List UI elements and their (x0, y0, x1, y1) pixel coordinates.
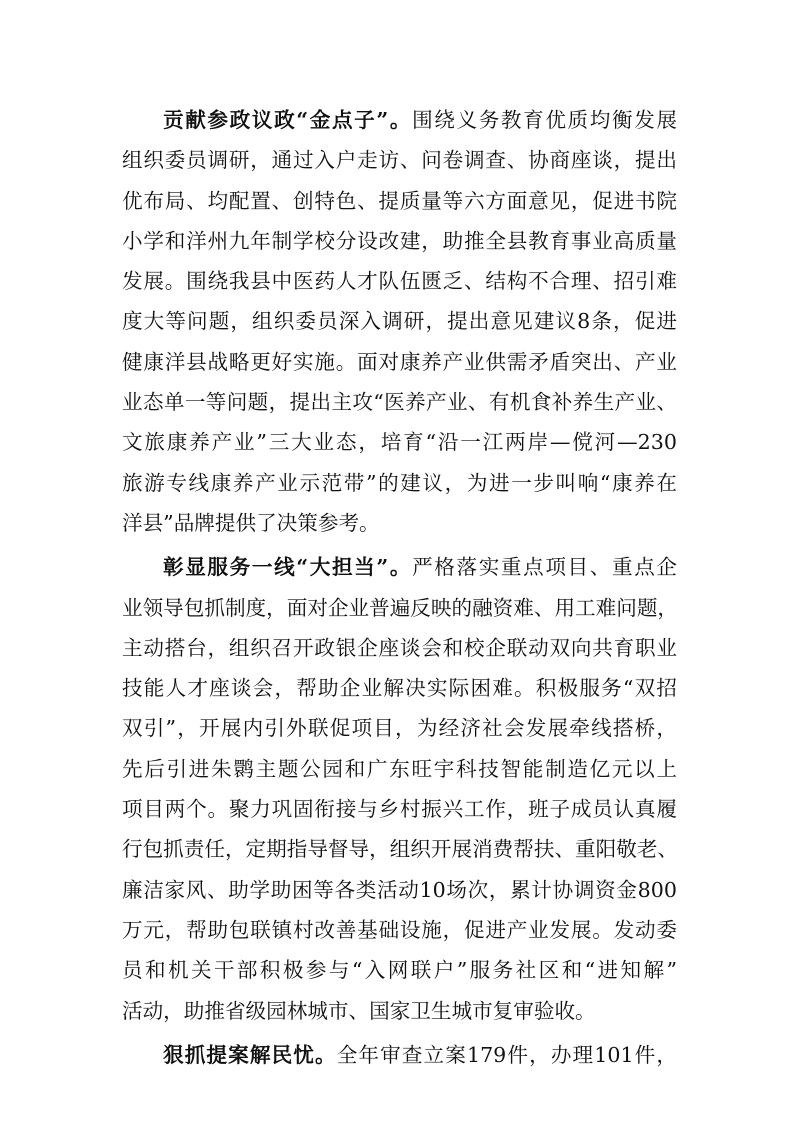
text-line: 业领导包抓制度，面对企业普遍反映的融资难、用工难问题， (122, 595, 679, 620)
line-text: 全年审查立案179件，办理101件， (336, 1042, 677, 1067)
paragraph-first-line (122, 547, 677, 587)
text-line: 文旅康养产业”三大业态，培育“沿一江两岸—傥河—230 (122, 430, 677, 455)
paragraph-first-line (122, 100, 677, 140)
paragraph-heading: 狠抓提案解民忧。 (163, 1042, 337, 1067)
paragraph-heading: 贡献参政议政“金点子”。 (163, 108, 413, 132)
text-line: 员和机关干部积极参与“入网联户”服务社区和“进知解” (122, 958, 677, 983)
text-line: 活动，助推省级园林城市、国家卫生城市复审验收。 (122, 998, 596, 1023)
line-text: 围绕义务教育优质均衡发展 (412, 108, 677, 132)
text-line: 廉洁家风、助学助困等各类活动10场次，累计协调资金800 (122, 877, 677, 902)
text-line: 组织委员调研，通过入户走访、问卷调查、协商座谈，提出 (122, 148, 677, 173)
text-line: 行包抓责任，定期指导督导，组织开展消费帮扶、重阳敬老、 (122, 837, 679, 862)
paragraph-education (122, 100, 677, 543)
text-line: 主动搭台，组织召开政银企座谈会和校企联动双向共育职业 (122, 635, 677, 660)
text-line: 项目两个。聚力巩固衔接与乡村振兴工作，班子成员认真履 (122, 797, 677, 822)
text-line: 健康洋县战略更好实施。面对康养产业供需矛盾突出、产业 (122, 349, 677, 374)
text-line: 双引”，开展内引外联促项目，为经济社会发展牵线搭桥， (122, 716, 677, 741)
text-line: 洋县”品牌提供了决策参考。 (122, 510, 380, 535)
text-line: 技能人才座谈会，帮助企业解决实际困难。积极服务“双招 (122, 676, 677, 701)
paragraph-first-line (122, 1035, 677, 1075)
text-line: 度大等问题，组织委员深入调研，提出意见建议8条，促进 (122, 309, 677, 334)
document-body (122, 100, 677, 1079)
text-line: 业态单一等问题，提出主攻“医养产业、有机食补养生产业、 (122, 390, 677, 415)
paragraph-proposals (122, 1035, 677, 1075)
line-text: 严格落实重点项目、重点企 (412, 555, 677, 580)
paragraph-heading: 彰显服务一线“大担当”。 (163, 555, 413, 580)
text-line: 万元，帮助包联镇村改善基础设施，促进产业发展。发动委 (122, 917, 677, 942)
text-line: 旅游专线康养产业示范带”的建议，为进一步叫响“康养在 (122, 470, 677, 495)
text-line: 先后引进朱鹮主题公园和广东旺宇科技智能制造亿元以上 (122, 756, 677, 781)
paragraph-service (122, 547, 677, 1031)
text-line: 优布局、均配置、创特色、提质量等六方面意见，促进书院 (122, 188, 677, 213)
text-line: 小学和洋州九年制学校分设改建，助推全县教育事业高质量 (122, 228, 677, 253)
text-line: 发展。围绕我县中医药人才队伍匮乏、结构不合理、招引难 (122, 269, 677, 294)
